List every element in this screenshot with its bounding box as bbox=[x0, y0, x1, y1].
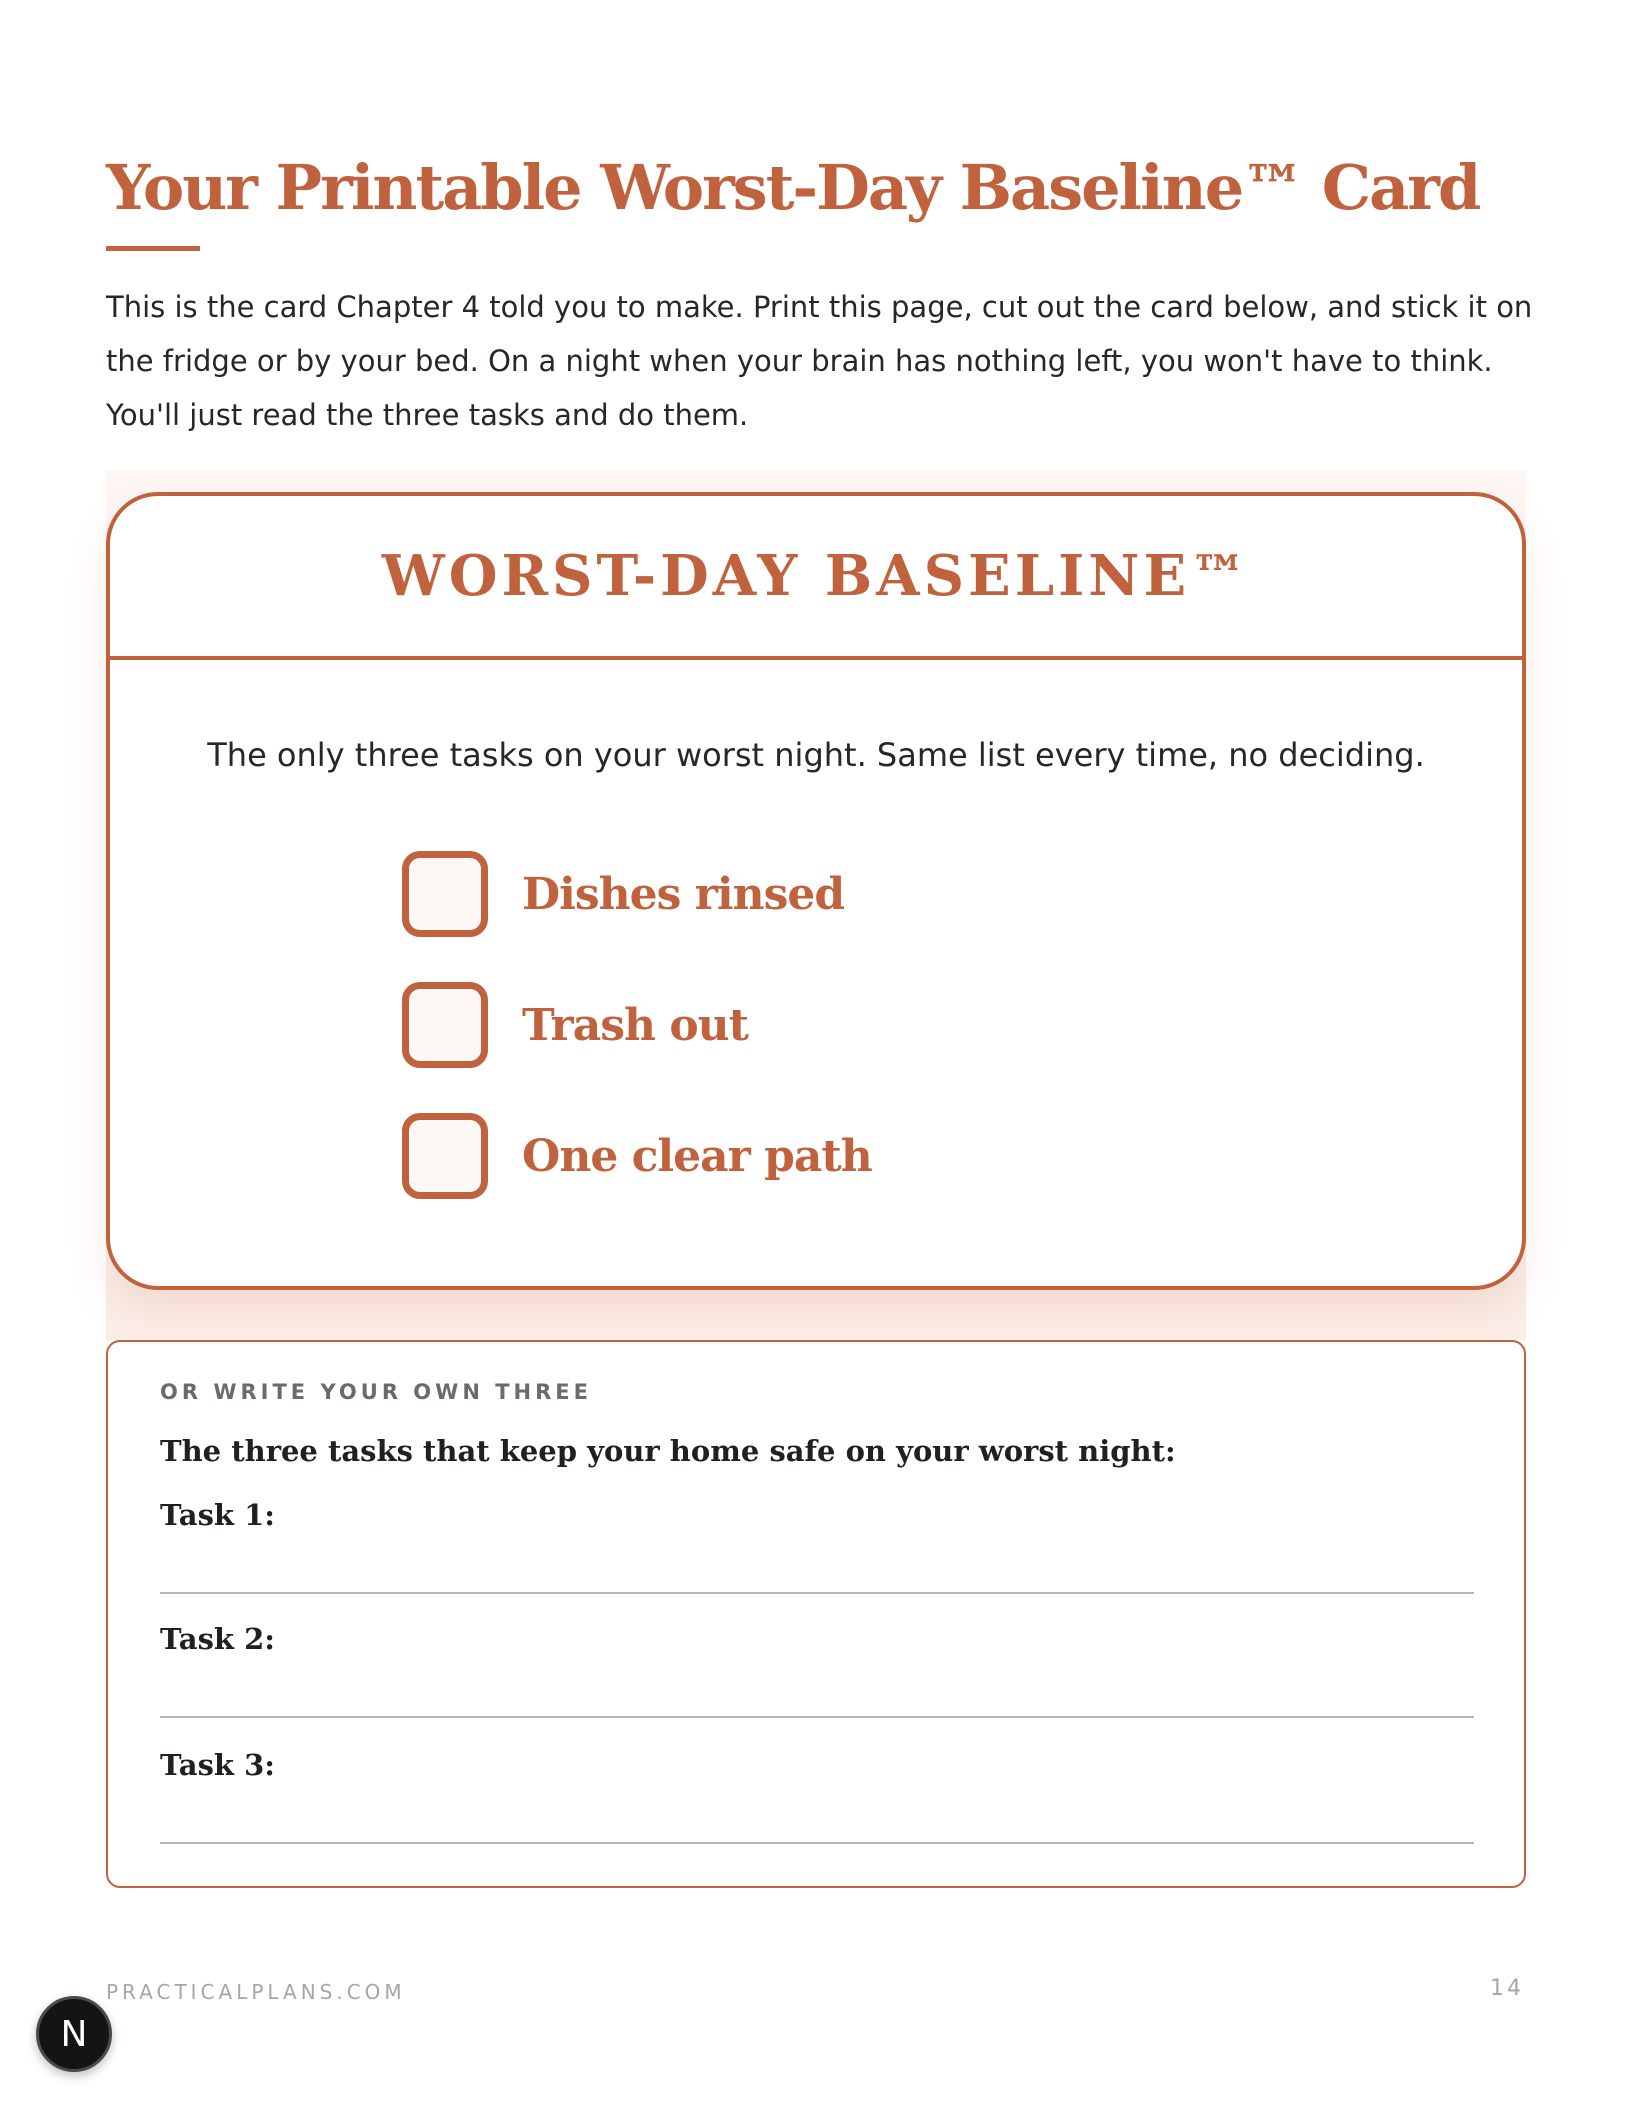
badge-letter: N bbox=[60, 2013, 88, 2055]
card-title: WORST-DAY BASELINE™ bbox=[381, 543, 1251, 609]
checkbox[interactable] bbox=[402, 851, 488, 937]
task-label: One clear path bbox=[522, 1130, 872, 1182]
checkbox[interactable] bbox=[402, 982, 488, 1068]
task-item[interactable] bbox=[402, 1112, 872, 1200]
task-line-2 bbox=[160, 1622, 1474, 1718]
own-eyebrow: OR WRITE YOUR OWN THREE bbox=[160, 1380, 592, 1404]
task-item[interactable] bbox=[402, 850, 872, 938]
task-line-label: Task 2: bbox=[160, 1622, 275, 1656]
checkbox[interactable] bbox=[402, 1113, 488, 1199]
footer-site: PRACTICALPLANS.COM bbox=[106, 1980, 406, 2004]
task-line-label: Task 1: bbox=[160, 1498, 275, 1532]
task-label: Dishes rinsed bbox=[522, 868, 845, 920]
page-number: 14 bbox=[1490, 1976, 1524, 2001]
write-your-own-box bbox=[106, 1340, 1526, 1888]
intro-paragraph: This is the card Chapter 4 told you to make. Print this page, cut out the card below, and stick it on the fridge or by your bed. On a night when your brain has nothing left, you won't have to think. You'll just read the three tasks and do them. bbox=[106, 290, 1533, 432]
task-label: Trash out bbox=[522, 999, 748, 1051]
task-line-3 bbox=[160, 1748, 1474, 1844]
write-line[interactable] bbox=[160, 1716, 1474, 1718]
task-item[interactable] bbox=[402, 981, 872, 1069]
write-line[interactable] bbox=[160, 1842, 1474, 1844]
baseline-card bbox=[106, 492, 1526, 1290]
task-line-1 bbox=[160, 1498, 1474, 1594]
own-prompt: The three tasks that keep your home safe on your worst night: bbox=[160, 1434, 1176, 1468]
card-subtitle: The only three tasks on your worst night. Same list every time, no deciding. bbox=[207, 736, 1425, 774]
page-title: Your Printable Worst-Day Baseline™ Card bbox=[106, 151, 1480, 224]
task-line-label: Task 3: bbox=[160, 1748, 275, 1782]
card-header bbox=[110, 496, 1522, 660]
n-badge-icon[interactable] bbox=[36, 1996, 112, 2072]
task-checklist bbox=[402, 850, 872, 1243]
title-underline bbox=[106, 246, 200, 251]
write-line[interactable] bbox=[160, 1592, 1474, 1594]
